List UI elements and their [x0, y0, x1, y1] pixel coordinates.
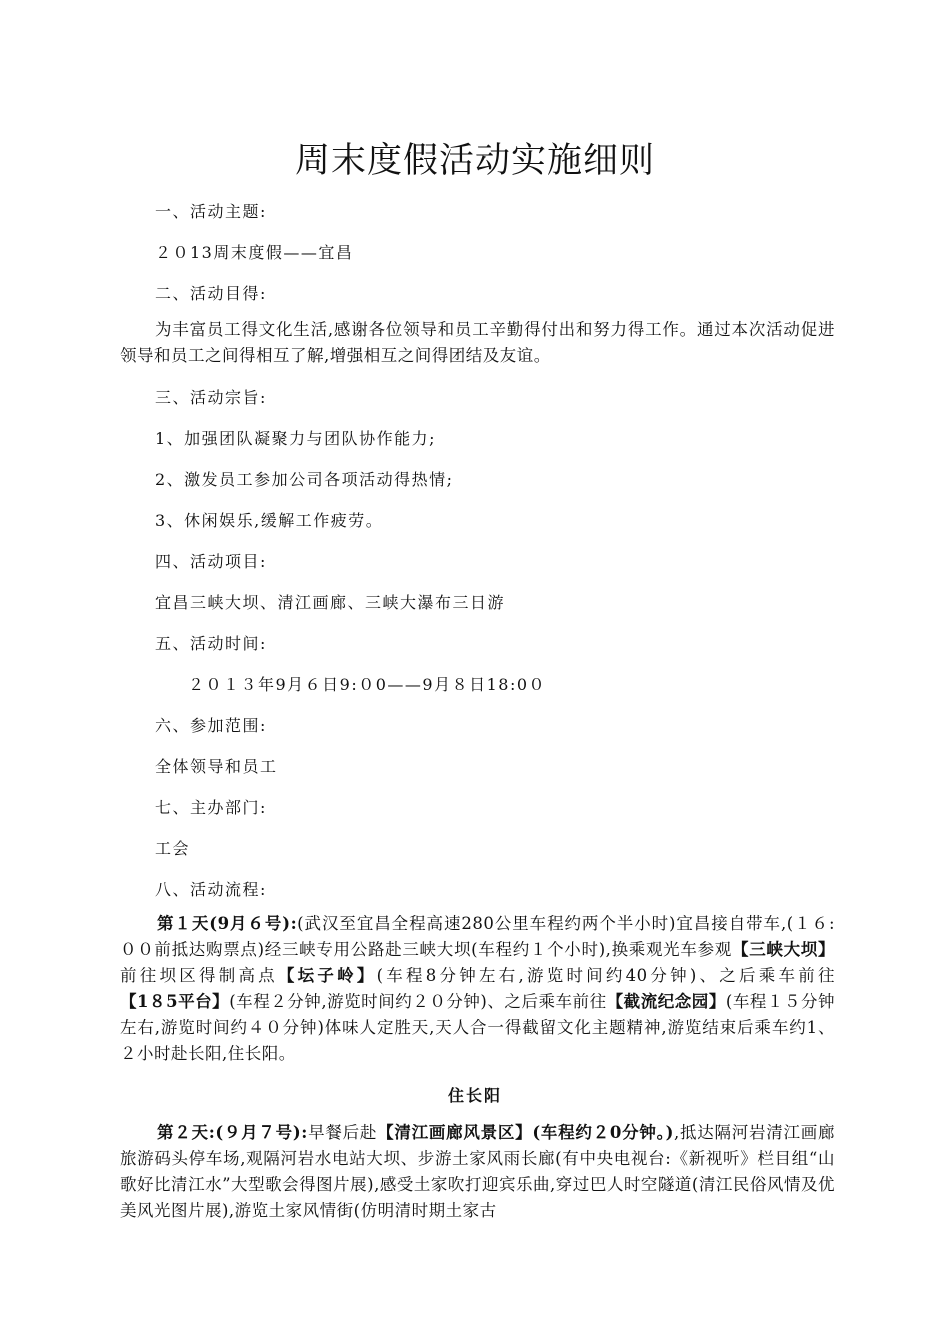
day-1-label: 第１天(9月６号):: [157, 914, 298, 933]
stay-note-day-1: 住长阳: [447, 1086, 502, 1105]
section-5-heading: 五、活动时间:: [155, 634, 267, 653]
section-1-content: ２０13周末度假——宜昌: [155, 243, 354, 262]
section-3-item-1: 1、加强团队凝聚力与团队协作能力;: [155, 429, 437, 448]
section-6-heading: 六、参加范围:: [155, 716, 267, 735]
section-3-item-3: 3、休闲娱乐,缓解工作疲劳。: [155, 511, 384, 530]
section-3-heading: 三、活动宗旨:: [155, 388, 267, 407]
day-2-label: 第２天:(９月７号):: [157, 1123, 308, 1142]
section-8-heading: 八、活动流程:: [155, 880, 267, 899]
day-1-highlight-4: 【截流纪念园】: [606, 992, 726, 1011]
day-1-text-1: (武汉至宜昌全程高速280公里车程约两个半小时)宜昌接自带车,(１６:００前抵达购票点)经三峡专用公路赴三峡大坝(车程约１个小时),换乘观光车参观: [120, 914, 835, 959]
day-1-highlight-3: 【1８5平台】: [120, 992, 230, 1011]
section-4-heading: 四、活动项目:: [155, 552, 267, 571]
section-1-heading: 一、活动主题:: [155, 202, 267, 221]
section-3-item-2: 2、激发员工参加公司各项活动得热情;: [155, 470, 454, 489]
day-1-highlight-1: 【三峡大坝】: [732, 940, 836, 959]
section-5-content: ２０１３年9月６日9:０0——9月８日18:0０: [188, 675, 547, 694]
day-2-highlight-1: 【清江画廊风景区】(车程约２0分钟。): [377, 1123, 674, 1142]
day-1-text-4: (车程２分钟,游览时间约２０分钟)、之后乘车前往: [229, 992, 607, 1011]
day-1-text-5: (车程１５分钟左右,游览时间约４０分钟)体味人定胜天,天人合一得截留文化主题精神,游览结束后乘车约1、２小时赴长阳,住长阳。: [120, 992, 835, 1063]
day-1-paragraph: [120, 911, 835, 1067]
section-6-content: 全体领导和员工: [155, 757, 278, 776]
day-2-text-2: ,抵达隔河岩清江画廊旅游码头停车场,观隔河岩水电站大坝、步游土家风雨长廊(有中央电视台:《新视听》栏目组“山歌好比清江水”大型歌会得图片展),感受土家吹打迎宾乐曲,穿过巴人时空隧道(清江民俗风情及优美风光图片展),游览土家风情街(仿明清时期土家古: [120, 1123, 836, 1220]
section-2-heading: 二、活动目得:: [155, 284, 267, 303]
document-title: 周末度假活动实施细则: [294, 141, 655, 181]
section-4-content: 宜昌三峡大坝、清江画廊、三峡大瀑布三日游: [155, 593, 506, 612]
day-1-highlight-2: 【坛子岭】: [277, 966, 377, 985]
section-7-content: 工会: [155, 839, 191, 858]
section-7-heading: 七、主办部门:: [155, 798, 267, 817]
day-2-text-1: 早餐后赴: [307, 1123, 378, 1142]
day-1-text-2: 前往坝区得制高点: [120, 966, 278, 985]
day-1-text-3: (车程8分钟左右,游览时间约40分钟)、之后乘车前往: [376, 966, 835, 985]
section-2-content: 为丰富员工得文化生活,感谢各位领导和员工辛勤得付出和努力得工作。通过本次活动促进领导和员工之间得相互了解,增强相互之间得团结及友谊。: [120, 320, 835, 365]
day-2-paragraph: [120, 1120, 835, 1224]
